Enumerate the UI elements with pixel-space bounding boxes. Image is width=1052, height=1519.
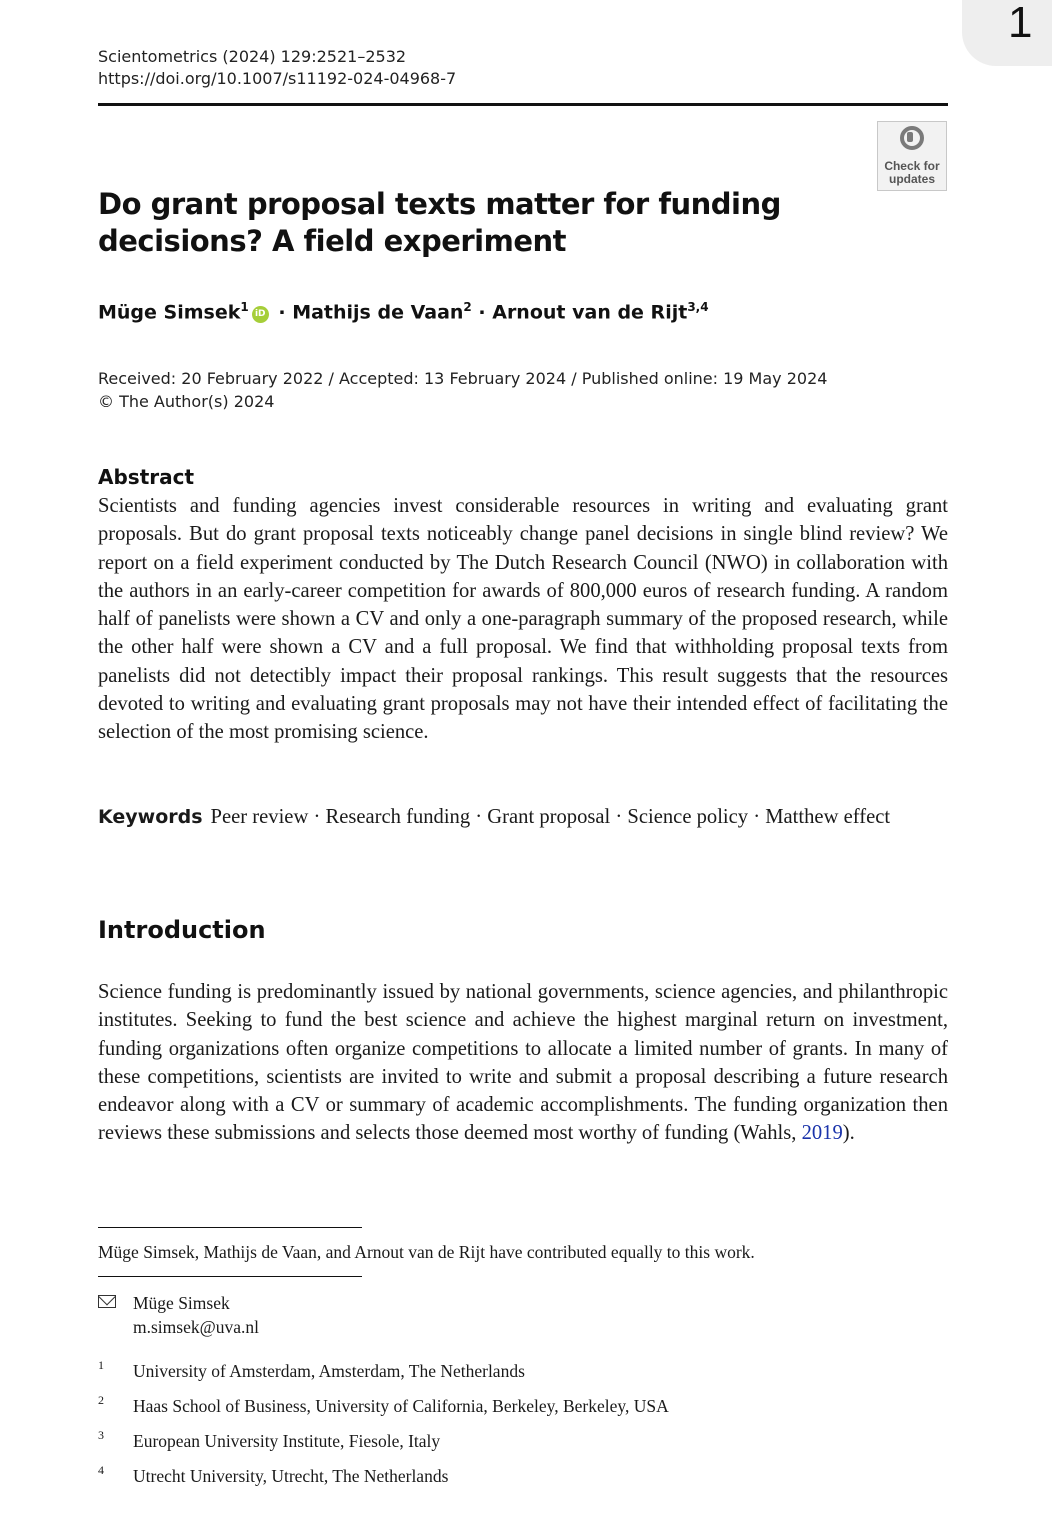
page-number: 1 [1008, 0, 1033, 47]
keywords [98, 803, 948, 832]
footnote-rule [98, 1276, 362, 1277]
corresponding-author: Müge Simsek [133, 1293, 230, 1313]
check-for-updates-badge[interactable] [877, 121, 947, 191]
doi-link[interactable]: https://doi.org/10.1007/s11192-024-04968-7 [98, 69, 457, 88]
check-updates-label: Check for updates [884, 159, 940, 186]
check-updates-icon [900, 126, 924, 150]
correspondence [98, 1291, 498, 1341]
page-number-tab [962, 0, 1052, 66]
introduction-text: Science funding is predominantly issued by national governments, science agencies, and philanthropic institutes. Seeking to fund the best science and achieve the highest marginal return on investment, funding organizations often organize competitions to allocate a limited number of grants. In many of these competitions, scientists are invited to write and submit a proposal describing a future research endeavor along with a CV or summary of academic accomplishments. The funding organization then reviews these submissions and selects those deemed most worthy of funding (Wahls, 2019). [98, 981, 948, 1145]
equal-contribution-footnote: Müge Simsek, Mathijs de Vaan, and Arnout van de Rijt have contributed equally to this work. [98, 1242, 755, 1262]
paper-title: Do grant proposal texts matter for funding decisions? A field experiment [98, 187, 781, 258]
header-rule [98, 103, 948, 106]
keywords-label: Keywords [98, 806, 203, 828]
journal-citation: Scientometrics (2024) 129:2521–2532 [98, 47, 407, 66]
orcid-icon[interactable]: iD [252, 306, 269, 323]
author-separator: · [471, 301, 493, 324]
corresponding-email[interactable]: m.simsek@uva.nl [133, 1317, 259, 1337]
author-affiliation-ref: 2 [463, 300, 472, 314]
publication-dates [98, 367, 827, 413]
abstract-heading: Abstract [98, 465, 195, 489]
author-name: Mathijs de Vaan [292, 301, 464, 324]
author-affiliation-ref: 3,4 [687, 300, 709, 314]
footnote-rule [98, 1227, 362, 1228]
author-list [98, 300, 709, 323]
keywords-text: Peer review · Research funding · Grant proposal · Science policy · Matthew effect [210, 806, 891, 828]
author-name: Müge Simsek [98, 301, 241, 324]
author-separator: · [271, 301, 293, 324]
author-name: Arnout van de Rijt [492, 301, 688, 324]
author-affiliation-ref: 1 [240, 300, 249, 314]
dates-line: Received: 20 February 2022 / Accepted: 13 February 2024 / Published online: 19 May 2024 [98, 369, 828, 388]
citation-link[interactable]: 2019 [801, 1122, 843, 1145]
journal-header [98, 46, 456, 90]
copyright-line: © The Author(s) 2024 [98, 392, 275, 411]
envelope-icon [98, 1295, 116, 1308]
abstract-text: Scientists and funding agencies invest considerable resources in writing and evaluating grant proposals. But do grant proposal texts noticeably change panel decisions in single blind review? We report on a field experiment conducted by The Dutch Research Council (NWO) in collaboration with the authors in an early-career competition for awards of 800,000 euros of research funding. A random half of panelists were shown a CV and only a one-paragraph summary of the proposed research, while the other half were shown a CV and a full proposal. We find that withholding proposal texts from panelists did not detectibly impact their proposal rankings. This result suggests that the resources devoted to writing and evaluating grant proposals may not have their intended effect of facilitating the selection of the most promising science. [98, 495, 948, 744]
introduction-heading: Introduction [98, 916, 266, 944]
